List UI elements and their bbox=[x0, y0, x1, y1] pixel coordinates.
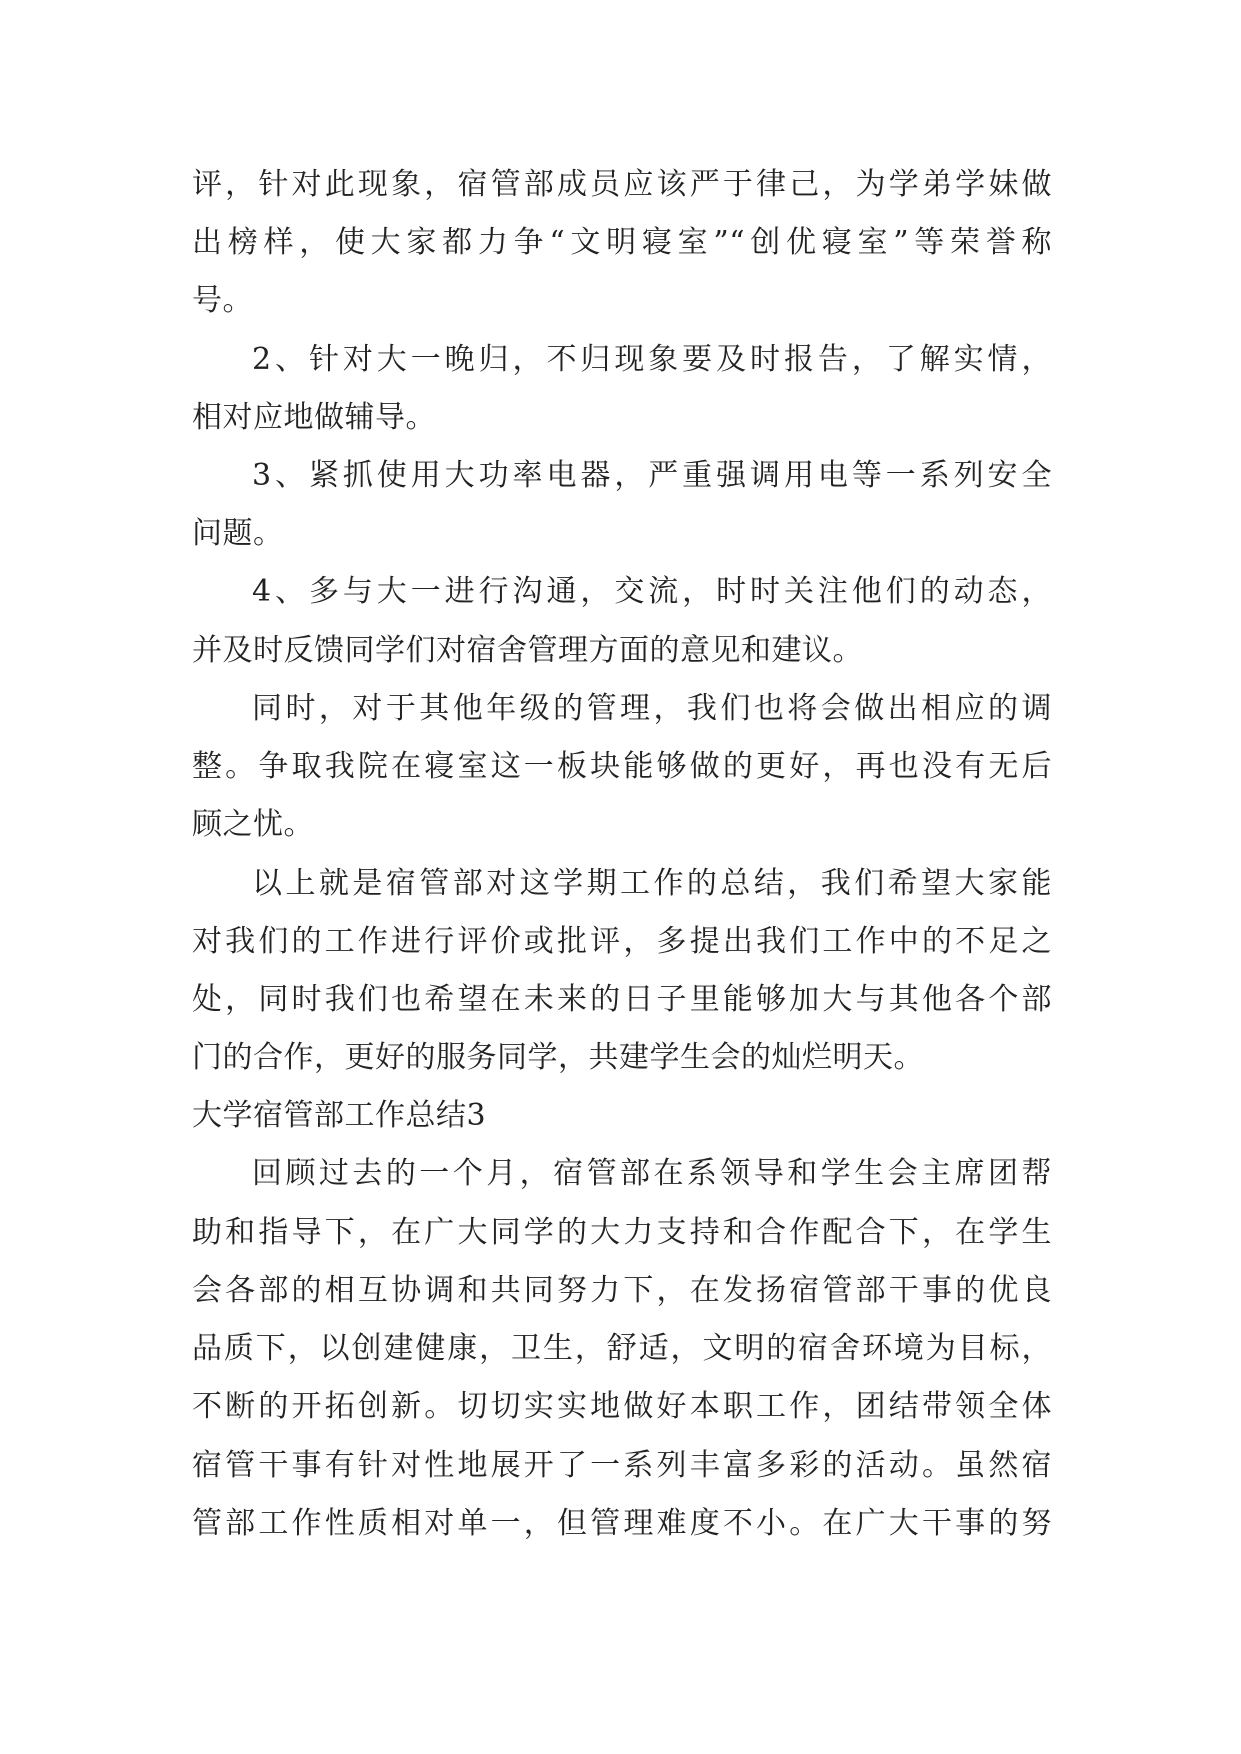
text-line: 问题。 bbox=[192, 516, 284, 551]
text-line: 以上就是宿管部对这学期工作的总结，我们希望大家能 bbox=[252, 866, 1052, 901]
text-line: 出榜样，使大家都力争“文明寝室”“创优寝室”等荣誉称 bbox=[192, 225, 1052, 260]
text-line: 2、针对大一晚归，不归现象要及时报告，了解实情， bbox=[252, 342, 1052, 377]
section-heading: 大学宿管部工作总结3 bbox=[192, 1098, 487, 1133]
text-line: 同时，对于其他年级的管理，我们也将会做出相应的调 bbox=[252, 691, 1052, 726]
text-line: 会各部的相互协调和共同努力下，在发扬宿管部干事的优良 bbox=[192, 1273, 1052, 1308]
text-line: 整。争取我院在寝室这一板块能够做的更好，再也没有无后 bbox=[192, 749, 1052, 784]
text-line: 处，同时我们也希望在未来的日子里能够加大与其他各个部 bbox=[192, 982, 1052, 1017]
text-line: 号。 bbox=[192, 283, 253, 318]
text-line: 品质下，以创建健康，卫生，舒适，文明的宿舍环境为目标， bbox=[192, 1331, 1052, 1366]
text-line: 回顾过去的一个月，宿管部在系领导和学生会主席团帮 bbox=[252, 1156, 1052, 1191]
text-line: 不断的开拓创新。切切实实地做好本职工作，团结带领全体 bbox=[192, 1389, 1052, 1424]
text-line: 顾之忧。 bbox=[192, 807, 314, 842]
text-line: 门的合作，更好的服务同学，共建学生会的灿烂明天。 bbox=[192, 1040, 924, 1075]
text-line: 宿管干事有针对性地展开了一系列丰富多彩的活动。虽然宿 bbox=[192, 1448, 1052, 1483]
text-line: 并及时反馈同学们对宿舍管理方面的意见和建议。 bbox=[192, 633, 863, 668]
text-line: 对我们的工作进行评价或批评，多提出我们工作中的不足之 bbox=[192, 924, 1052, 959]
text-line: 助和指导下，在广大同学的大力支持和合作配合下，在学生 bbox=[192, 1215, 1052, 1250]
text-line: 管部工作性质相对单一，但管理难度不小。在广大干事的努 bbox=[192, 1506, 1052, 1541]
text-line: 评，针对此现象，宿管部成员应该严于律己，为学弟学妹做 bbox=[192, 167, 1052, 202]
text-line: 3、紧抓使用大功率电器，严重强调用电等一系列安全 bbox=[252, 458, 1052, 493]
text-line: 4、多与大一进行沟通，交流，时时关注他们的动态， bbox=[252, 574, 1052, 609]
text-line: 相对应地做辅导。 bbox=[192, 400, 436, 435]
